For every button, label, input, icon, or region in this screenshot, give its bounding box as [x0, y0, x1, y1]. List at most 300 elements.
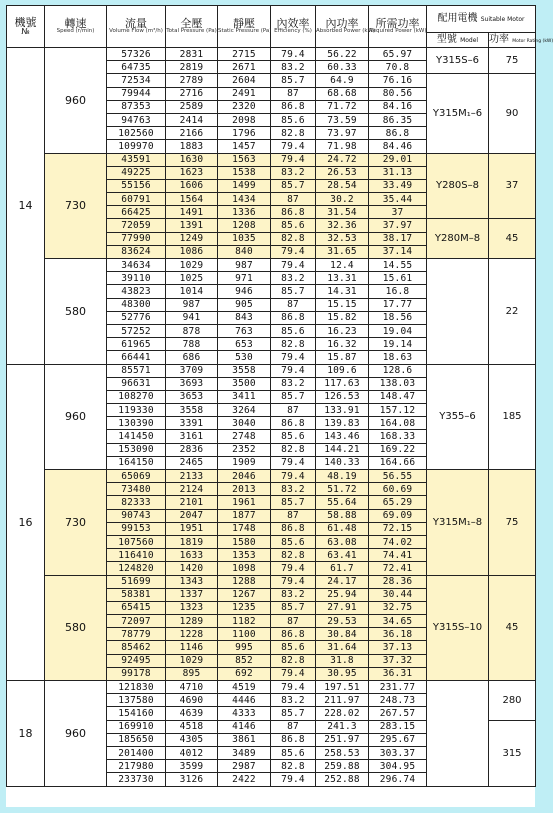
motor-rating-cell: 75 [489, 48, 536, 74]
absorbed-power-cell: 63.41 [316, 549, 369, 562]
required-power-cell: 148.47 [369, 390, 427, 403]
total-pressure-cell: 1883 [166, 140, 218, 153]
static-pressure-cell: 3861 [218, 733, 271, 746]
efficiency-cell: 85.6 [271, 535, 316, 548]
flow-cell: 119330 [107, 404, 166, 417]
required-power-cell: 37 [369, 206, 427, 219]
absorbed-power-cell: 55.64 [316, 496, 369, 509]
flow-cell: 57252 [107, 324, 166, 337]
absorbed-power-cell: 15.15 [316, 298, 369, 311]
static-pressure-cell: 4146 [218, 720, 271, 733]
flow-cell: 55156 [107, 179, 166, 192]
required-power-cell: 303.37 [369, 746, 427, 759]
efficiency-cell: 82.8 [271, 338, 316, 351]
efficiency-cell: 82.8 [271, 127, 316, 140]
motor-rating-cell: 75 [489, 470, 536, 576]
flow-cell: 43591 [107, 153, 166, 166]
static-pressure-cell: 1796 [218, 127, 271, 140]
static-pressure-cell: 1288 [218, 575, 271, 588]
speed-cell: 960 [45, 364, 107, 470]
absorbed-power-cell: 24.72 [316, 153, 369, 166]
required-power-cell: 84.16 [369, 100, 427, 113]
total-pressure-cell: 941 [166, 311, 218, 324]
flow-cell: 99153 [107, 522, 166, 535]
flow-cell: 92495 [107, 654, 166, 667]
motor-model-cell: Y280M–8 [427, 219, 489, 259]
required-power-cell: 80.56 [369, 87, 427, 100]
total-pressure-cell: 788 [166, 338, 218, 351]
flow-cell: 34634 [107, 259, 166, 272]
static-pressure-cell: 2098 [218, 113, 271, 126]
efficiency-cell: 86.8 [271, 311, 316, 324]
table-row [7, 48, 536, 61]
total-pressure-cell: 1025 [166, 272, 218, 285]
efficiency-cell: 82.8 [271, 443, 316, 456]
static-pressure-cell: 840 [218, 245, 271, 258]
total-pressure-cell: 2414 [166, 113, 218, 126]
header-machine-no: 機號 № [7, 6, 45, 48]
required-power-cell: 34.65 [369, 615, 427, 628]
flow-cell: 61965 [107, 338, 166, 351]
motor-rating-cell: 90 [489, 74, 536, 153]
static-pressure-cell: 1877 [218, 509, 271, 522]
efficiency-cell: 79.4 [271, 470, 316, 483]
efficiency-cell: 85.7 [271, 179, 316, 192]
efficiency-cell: 86.8 [271, 733, 316, 746]
static-pressure-cell: 1182 [218, 615, 271, 628]
absorbed-power-cell: 259.88 [316, 760, 369, 773]
required-power-cell: 72.15 [369, 522, 427, 535]
absorbed-power-cell: 27.91 [316, 601, 369, 614]
required-power-cell: 31.13 [369, 166, 427, 179]
required-power-cell: 38.17 [369, 232, 427, 245]
static-pressure-cell: 763 [218, 324, 271, 337]
total-pressure-cell: 2465 [166, 456, 218, 469]
flow-cell: 43823 [107, 285, 166, 298]
absorbed-power-cell: 63.08 [316, 535, 369, 548]
total-pressure-cell: 1086 [166, 245, 218, 258]
efficiency-cell: 87 [271, 509, 316, 522]
absorbed-power-cell: 109.6 [316, 364, 369, 377]
total-pressure-cell: 3161 [166, 430, 218, 443]
total-pressure-cell: 1491 [166, 206, 218, 219]
header-required-power: 所需功率 Required Power (kW) [369, 6, 427, 48]
efficiency-cell: 79.4 [271, 681, 316, 694]
efficiency-cell: 86.8 [271, 100, 316, 113]
efficiency-cell: 86.8 [271, 417, 316, 430]
static-pressure-cell: 2046 [218, 470, 271, 483]
efficiency-cell: 82.8 [271, 654, 316, 667]
static-pressure-cell: 3411 [218, 390, 271, 403]
absorbed-power-cell: 25.94 [316, 588, 369, 601]
static-pressure-cell: 1235 [218, 601, 271, 614]
total-pressure-cell: 1289 [166, 615, 218, 628]
static-pressure-cell: 1353 [218, 549, 271, 562]
absorbed-power-cell: 71.98 [316, 140, 369, 153]
flow-cell: 58381 [107, 588, 166, 601]
flow-cell: 124820 [107, 562, 166, 575]
static-pressure-cell: 971 [218, 272, 271, 285]
flow-cell: 85571 [107, 364, 166, 377]
absorbed-power-cell: 15.87 [316, 351, 369, 364]
absorbed-power-cell: 143.46 [316, 430, 369, 443]
total-pressure-cell: 2166 [166, 127, 218, 140]
required-power-cell: 37.14 [369, 245, 427, 258]
static-pressure-cell: 1563 [218, 153, 271, 166]
total-pressure-cell: 2589 [166, 100, 218, 113]
flow-cell: 99178 [107, 667, 166, 680]
efficiency-cell: 86.8 [271, 522, 316, 535]
total-pressure-cell: 2836 [166, 443, 218, 456]
flow-cell: 87353 [107, 100, 166, 113]
total-pressure-cell: 3126 [166, 773, 218, 786]
required-power-cell: 164.08 [369, 417, 427, 430]
efficiency-cell: 79.4 [271, 140, 316, 153]
flow-cell: 82333 [107, 496, 166, 509]
flow-cell: 72534 [107, 74, 166, 87]
static-pressure-cell: 1580 [218, 535, 271, 548]
total-pressure-cell: 1029 [166, 654, 218, 667]
flow-cell: 169910 [107, 720, 166, 733]
required-power-cell: 18.63 [369, 351, 427, 364]
efficiency-cell: 85.7 [271, 285, 316, 298]
table-row [7, 259, 536, 272]
absorbed-power-cell: 61.48 [316, 522, 369, 535]
absorbed-power-cell: 211.97 [316, 694, 369, 707]
total-pressure-cell: 1343 [166, 575, 218, 588]
static-pressure-cell: 946 [218, 285, 271, 298]
static-pressure-cell: 2604 [218, 74, 271, 87]
efficiency-cell: 79.4 [271, 773, 316, 786]
absorbed-power-cell: 73.97 [316, 127, 369, 140]
static-pressure-cell: 843 [218, 311, 271, 324]
flow-cell: 48300 [107, 298, 166, 311]
efficiency-cell: 83.2 [271, 166, 316, 179]
machine-number-cell: 16 [7, 364, 45, 681]
efficiency-cell: 79.4 [271, 259, 316, 272]
efficiency-cell: 86.8 [271, 206, 316, 219]
absorbed-power-cell: 26.53 [316, 166, 369, 179]
total-pressure-cell: 3391 [166, 417, 218, 430]
static-pressure-cell: 3500 [218, 377, 271, 390]
flow-cell: 52776 [107, 311, 166, 324]
motor-model-cell [427, 681, 489, 787]
efficiency-cell: 83.2 [271, 483, 316, 496]
absorbed-power-cell: 31.8 [316, 654, 369, 667]
flow-cell: 65415 [107, 601, 166, 614]
required-power-cell: 65.97 [369, 48, 427, 61]
required-power-cell: 19.04 [369, 324, 427, 337]
static-pressure-cell: 653 [218, 338, 271, 351]
total-pressure-cell: 1337 [166, 588, 218, 601]
flow-cell: 164150 [107, 456, 166, 469]
static-pressure-cell: 3264 [218, 404, 271, 417]
absorbed-power-cell: 73.59 [316, 113, 369, 126]
flow-cell: 72097 [107, 615, 166, 628]
static-pressure-cell: 3558 [218, 364, 271, 377]
total-pressure-cell: 1014 [166, 285, 218, 298]
absorbed-power-cell: 68.68 [316, 87, 369, 100]
flow-cell: 102560 [107, 127, 166, 140]
efficiency-cell: 79.4 [271, 48, 316, 61]
efficiency-cell: 79.4 [271, 575, 316, 588]
flow-cell: 60791 [107, 193, 166, 206]
efficiency-cell: 85.7 [271, 601, 316, 614]
total-pressure-cell: 2716 [166, 87, 218, 100]
speed-cell: 730 [45, 470, 107, 576]
required-power-cell: 86.8 [369, 127, 427, 140]
header-model: 型號 Model [427, 33, 489, 48]
required-power-cell: 29.01 [369, 153, 427, 166]
total-pressure-cell: 3653 [166, 390, 218, 403]
total-pressure-cell: 1606 [166, 179, 218, 192]
flow-cell: 66425 [107, 206, 166, 219]
static-pressure-cell: 1748 [218, 522, 271, 535]
absorbed-power-cell: 60.33 [316, 61, 369, 74]
efficiency-cell: 79.4 [271, 351, 316, 364]
total-pressure-cell: 1323 [166, 601, 218, 614]
absorbed-power-cell: 31.54 [316, 206, 369, 219]
total-pressure-cell: 4639 [166, 707, 218, 720]
efficiency-cell: 85.7 [271, 707, 316, 720]
efficiency-cell: 79.4 [271, 667, 316, 680]
absorbed-power-cell: 28.54 [316, 179, 369, 192]
motor-model-cell: Y315M₁–8 [427, 470, 489, 576]
flow-cell: 64735 [107, 61, 166, 74]
motor-rating-cell: 45 [489, 575, 536, 681]
total-pressure-cell: 1146 [166, 641, 218, 654]
header-motor-rating: 功率 Motor Rating (kW) [489, 33, 536, 48]
total-pressure-cell: 3709 [166, 364, 218, 377]
motor-model-cell: Y355–6 [427, 364, 489, 470]
absorbed-power-cell: 30.84 [316, 628, 369, 641]
total-pressure-cell: 2047 [166, 509, 218, 522]
flow-cell: 201400 [107, 746, 166, 759]
required-power-cell: 33.49 [369, 179, 427, 192]
flow-cell: 121830 [107, 681, 166, 694]
total-pressure-cell: 878 [166, 324, 218, 337]
static-pressure-cell: 1098 [218, 562, 271, 575]
required-power-cell: 74.02 [369, 535, 427, 548]
absorbed-power-cell: 117.63 [316, 377, 369, 390]
required-power-cell: 18.56 [369, 311, 427, 324]
header-static-pressure: 靜壓 Static Pressure (Pa) [218, 6, 271, 48]
static-pressure-cell: 2352 [218, 443, 271, 456]
required-power-cell: 248.73 [369, 694, 427, 707]
required-power-cell: 283.15 [369, 720, 427, 733]
table-row [7, 470, 536, 483]
motor-rating-cell: 185 [489, 364, 536, 470]
motor-rating-cell: 315 [489, 720, 536, 786]
flow-cell: 116410 [107, 549, 166, 562]
efficiency-cell: 83.2 [271, 377, 316, 390]
static-pressure-cell: 995 [218, 641, 271, 654]
table-row [7, 575, 536, 588]
total-pressure-cell: 1420 [166, 562, 218, 575]
total-pressure-cell: 987 [166, 298, 218, 311]
flow-cell: 96631 [107, 377, 166, 390]
total-pressure-cell: 1228 [166, 628, 218, 641]
efficiency-cell: 79.4 [271, 153, 316, 166]
absorbed-power-cell: 32.53 [316, 232, 369, 245]
static-pressure-cell: 905 [218, 298, 271, 311]
static-pressure-cell: 1100 [218, 628, 271, 641]
total-pressure-cell: 4690 [166, 694, 218, 707]
table-body [7, 48, 536, 787]
efficiency-cell: 85.7 [271, 390, 316, 403]
efficiency-cell: 79.4 [271, 562, 316, 575]
absorbed-power-cell: 61.7 [316, 562, 369, 575]
speed-cell: 580 [45, 575, 107, 681]
motor-model-cell: Y315S–6 [427, 48, 489, 74]
flow-cell: 39110 [107, 272, 166, 285]
motor-model-cell: Y280S–8 [427, 153, 489, 219]
required-power-cell: 30.44 [369, 588, 427, 601]
required-power-cell: 295.67 [369, 733, 427, 746]
total-pressure-cell: 2133 [166, 470, 218, 483]
required-power-cell: 35.44 [369, 193, 427, 206]
total-pressure-cell: 2789 [166, 74, 218, 87]
static-pressure-cell: 4446 [218, 694, 271, 707]
required-power-cell: 76.16 [369, 74, 427, 87]
flow-cell: 217980 [107, 760, 166, 773]
absorbed-power-cell: 251.97 [316, 733, 369, 746]
total-pressure-cell: 2124 [166, 483, 218, 496]
required-power-cell: 70.8 [369, 61, 427, 74]
absorbed-power-cell: 71.72 [316, 100, 369, 113]
flow-cell: 65069 [107, 470, 166, 483]
absorbed-power-cell: 258.53 [316, 746, 369, 759]
efficiency-cell: 83.2 [271, 588, 316, 601]
total-pressure-cell: 4012 [166, 746, 218, 759]
efficiency-cell: 82.8 [271, 760, 316, 773]
required-power-cell: 72.41 [369, 562, 427, 575]
required-power-cell: 15.61 [369, 272, 427, 285]
total-pressure-cell: 2101 [166, 496, 218, 509]
flow-cell: 79944 [107, 87, 166, 100]
required-power-cell: 60.69 [369, 483, 427, 496]
total-pressure-cell: 4305 [166, 733, 218, 746]
total-pressure-cell: 686 [166, 351, 218, 364]
flow-cell: 51699 [107, 575, 166, 588]
header-row [7, 6, 536, 33]
total-pressure-cell: 1564 [166, 193, 218, 206]
static-pressure-cell: 1208 [218, 219, 271, 232]
efficiency-cell: 83.2 [271, 61, 316, 74]
static-pressure-cell: 692 [218, 667, 271, 680]
efficiency-cell: 87 [271, 720, 316, 733]
absorbed-power-cell: 13.31 [316, 272, 369, 285]
total-pressure-cell: 4710 [166, 681, 218, 694]
required-power-cell: 19.14 [369, 338, 427, 351]
required-power-cell: 16.8 [369, 285, 427, 298]
absorbed-power-cell: 32.36 [316, 219, 369, 232]
absorbed-power-cell: 144.21 [316, 443, 369, 456]
total-pressure-cell: 1633 [166, 549, 218, 562]
absorbed-power-cell: 197.51 [316, 681, 369, 694]
efficiency-cell: 85.6 [271, 219, 316, 232]
required-power-cell: 28.36 [369, 575, 427, 588]
speed-cell: 580 [45, 259, 107, 365]
static-pressure-cell: 2715 [218, 48, 271, 61]
required-power-cell: 267.57 [369, 707, 427, 720]
required-power-cell: 36.18 [369, 628, 427, 641]
efficiency-cell: 82.8 [271, 549, 316, 562]
flow-cell: 49225 [107, 166, 166, 179]
absorbed-power-cell: 30.95 [316, 667, 369, 680]
static-pressure-cell: 1434 [218, 193, 271, 206]
absorbed-power-cell: 56.22 [316, 48, 369, 61]
flow-cell: 83624 [107, 245, 166, 258]
flow-cell: 72059 [107, 219, 166, 232]
absorbed-power-cell: 228.02 [316, 707, 369, 720]
table-row [7, 681, 536, 694]
absorbed-power-cell: 14.31 [316, 285, 369, 298]
flow-cell: 109970 [107, 140, 166, 153]
efficiency-cell: 86.8 [271, 628, 316, 641]
total-pressure-cell: 895 [166, 667, 218, 680]
efficiency-cell: 79.4 [271, 456, 316, 469]
static-pressure-cell: 2422 [218, 773, 271, 786]
required-power-cell: 17.77 [369, 298, 427, 311]
flow-cell: 153090 [107, 443, 166, 456]
static-pressure-cell: 4519 [218, 681, 271, 694]
efficiency-cell: 82.8 [271, 232, 316, 245]
required-power-cell: 32.75 [369, 601, 427, 614]
total-pressure-cell: 1391 [166, 219, 218, 232]
absorbed-power-cell: 15.82 [316, 311, 369, 324]
static-pressure-cell: 2320 [218, 100, 271, 113]
efficiency-cell: 87 [271, 404, 316, 417]
static-pressure-cell: 530 [218, 351, 271, 364]
required-power-cell: 14.55 [369, 259, 427, 272]
header-suitable-motor: 配用電機 Suitable Motor [427, 6, 536, 33]
total-pressure-cell: 1819 [166, 535, 218, 548]
static-pressure-cell: 2987 [218, 760, 271, 773]
static-pressure-cell: 1499 [218, 179, 271, 192]
required-power-cell: 296.74 [369, 773, 427, 786]
required-power-cell: 65.29 [369, 496, 427, 509]
absorbed-power-cell: 126.53 [316, 390, 369, 403]
required-power-cell: 86.35 [369, 113, 427, 126]
speed-cell: 730 [45, 153, 107, 259]
motor-model-cell: Y315S–10 [427, 575, 489, 681]
flow-cell: 85462 [107, 641, 166, 654]
header-volume-flow: 流量 Volume Flow (m³/h) [107, 6, 166, 48]
required-power-cell: 168.33 [369, 430, 427, 443]
total-pressure-cell: 1623 [166, 166, 218, 179]
efficiency-cell: 85.6 [271, 746, 316, 759]
total-pressure-cell: 3693 [166, 377, 218, 390]
flow-cell: 130390 [107, 417, 166, 430]
static-pressure-cell: 2491 [218, 87, 271, 100]
absorbed-power-cell: 51.72 [316, 483, 369, 496]
efficiency-cell: 85.6 [271, 113, 316, 126]
machine-number-cell: 18 [7, 681, 45, 787]
total-pressure-cell: 1951 [166, 522, 218, 535]
total-pressure-cell: 1029 [166, 259, 218, 272]
static-pressure-cell: 1267 [218, 588, 271, 601]
flow-cell: 185650 [107, 733, 166, 746]
fan-performance-sheet [6, 5, 553, 807]
efficiency-cell: 85.6 [271, 324, 316, 337]
absorbed-power-cell: 24.17 [316, 575, 369, 588]
efficiency-cell: 79.4 [271, 364, 316, 377]
motor-model-cell: Y315M₁–6 [427, 74, 489, 153]
total-pressure-cell: 1630 [166, 153, 218, 166]
absorbed-power-cell: 12.4 [316, 259, 369, 272]
absorbed-power-cell: 29.53 [316, 615, 369, 628]
